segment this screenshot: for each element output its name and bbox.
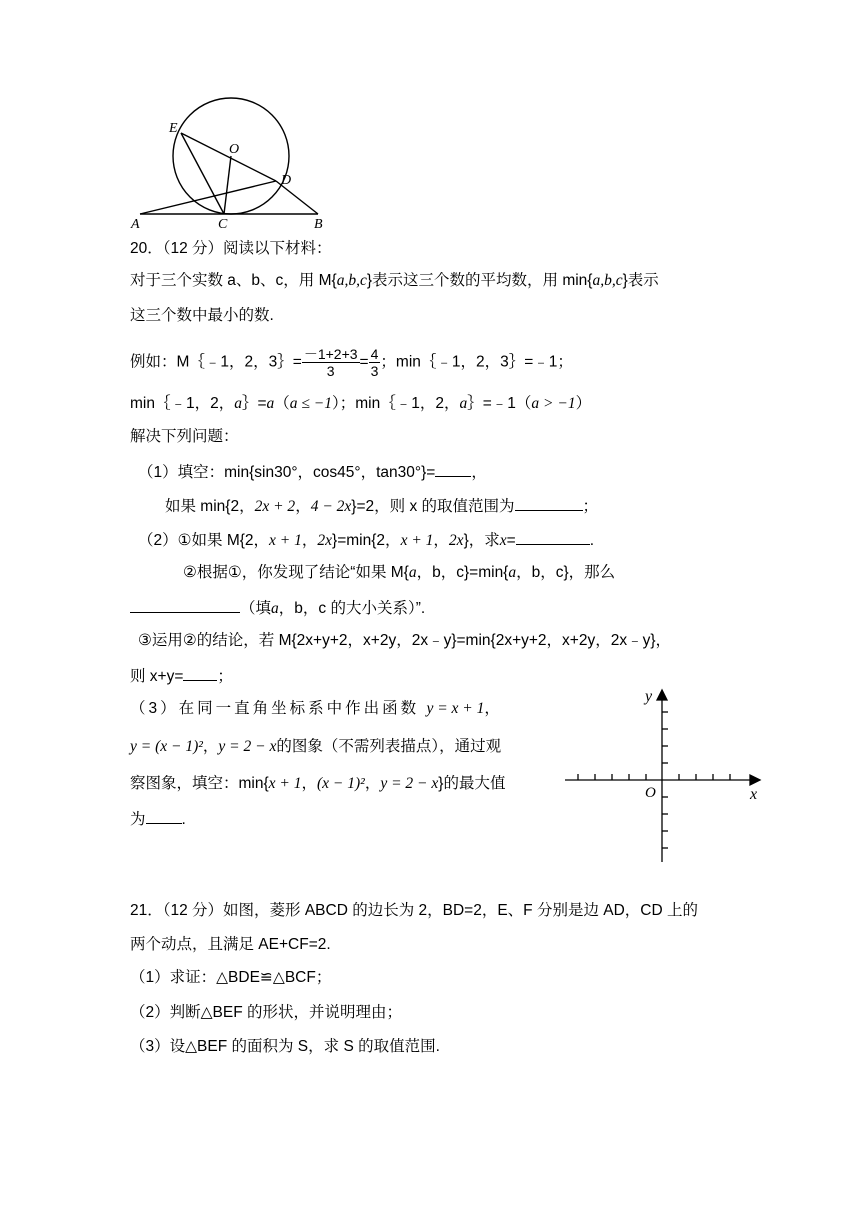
condition: a > −1	[531, 395, 576, 412]
q20-part3-line2	[130, 736, 501, 758]
text: }，求	[463, 532, 500, 549]
answer-blank[interactable]	[515, 494, 583, 511]
text: ，	[295, 498, 311, 515]
var-abc: a,b,c	[336, 272, 367, 289]
expr: 2x + 2	[254, 498, 296, 515]
expr: 4 − 2x	[310, 498, 352, 515]
x-axis-arrow	[750, 775, 760, 785]
expr: 2x	[317, 532, 333, 549]
axes-figure	[565, 690, 760, 862]
text: （	[274, 395, 290, 412]
text: 如果 min{2，	[165, 498, 255, 515]
q21-line4: （2）判断△BEF 的形状，并说明理由；	[130, 1004, 402, 1021]
text: （填	[240, 600, 272, 617]
numerator: －1+2+3	[303, 346, 358, 362]
q20-part2-line4: ③运用②的结论，若 M{2x+y+2，x+2y，2x﹣y}=min{2x+y+2，x+2y，2x﹣y}，	[138, 632, 672, 649]
var: a	[271, 600, 279, 617]
answer-blank[interactable]	[183, 664, 217, 681]
text: ｝=	[241, 395, 267, 412]
text: min｛﹣1，2，	[130, 395, 235, 412]
answer-blank[interactable]	[146, 807, 182, 824]
text: （3）在同一直角坐标系中作出函数	[130, 700, 420, 717]
text: }=min{2，	[332, 532, 401, 549]
denominator: 3	[370, 363, 379, 379]
condition: a ≤ −1	[289, 395, 333, 412]
text: =	[506, 532, 516, 549]
denominator: 3	[326, 363, 335, 379]
q20-part1-line2	[165, 494, 598, 518]
label-a: A	[131, 217, 140, 232]
q20-header: 20．（12 分）阅读以下材料：	[130, 240, 332, 257]
text: =	[359, 353, 369, 371]
text: 察图象，填空：min{	[130, 775, 269, 792]
expr: x + 1	[268, 775, 302, 792]
answer-blank[interactable]	[130, 596, 240, 613]
q20-part3-line3	[130, 773, 505, 795]
text: 例如：M｛﹣1，2，3｝=	[130, 353, 302, 371]
text: .	[181, 811, 186, 828]
q20-part2-line1	[138, 528, 594, 552]
expr: y = (x − 1)²	[130, 738, 203, 755]
q20-part2-line2	[183, 562, 615, 584]
text: ；	[582, 498, 599, 515]
x-ticks	[578, 774, 730, 780]
text: ；min｛﹣1，2，3｝=﹣1；	[380, 353, 573, 371]
answer-blank[interactable]	[435, 460, 471, 477]
expr: x + 1	[400, 532, 434, 549]
text: ，b，c 的大小关系）”.	[278, 600, 426, 617]
text: ，b，c}，那么	[516, 564, 616, 581]
text: ｝=﹣1（	[467, 395, 532, 412]
text: ，	[301, 532, 318, 549]
q20-intro-line1	[130, 270, 659, 292]
text: ）；min｛﹣1，2，	[332, 395, 460, 412]
expr: 2x	[448, 532, 464, 549]
var: a	[234, 395, 242, 412]
q20-intro-line2: 这三个数中最小的数.	[130, 307, 274, 324]
var: x	[499, 532, 507, 549]
text: ；	[217, 668, 233, 685]
fraction	[302, 346, 360, 379]
text: .	[589, 532, 595, 549]
q20-part2-line3	[130, 596, 425, 620]
q21-line2: 两个动点，且满足 AE+CF=2.	[130, 936, 331, 953]
var-abc: a,b,c	[592, 272, 623, 289]
text: （1）填空：min{sin30°，cos45°，tan30°}=	[138, 464, 436, 481]
q20-solve: 解决下列问题：	[130, 428, 239, 445]
text: ，	[433, 532, 449, 549]
expr: (x − 1)²	[317, 775, 365, 792]
text: 的图象（不需列表描点），通过观	[276, 738, 502, 755]
text: ，b，c}=min{	[416, 564, 509, 581]
segment-oc	[224, 156, 231, 214]
y-axis-arrow	[657, 690, 667, 700]
label-o: O	[229, 142, 240, 157]
q20-part3-line4	[130, 807, 186, 831]
text: ，	[301, 775, 318, 792]
var: a	[266, 395, 275, 412]
expr: y = 2 − x	[380, 775, 439, 792]
label-b: B	[314, 217, 323, 232]
text: ，	[202, 738, 219, 755]
expr: y = x + 1	[426, 700, 485, 717]
label-c: C	[218, 217, 228, 232]
text: }表示	[622, 272, 659, 289]
text: }=2，则 x 的取值范围为	[351, 498, 515, 515]
origin-label: O	[645, 785, 656, 801]
text: ，	[484, 700, 503, 717]
answer-blank[interactable]	[516, 528, 590, 545]
text: ②根据①，你发现了结论“如果 M{	[183, 564, 409, 581]
q21-line5: （3）设△BEF 的面积为 S，求 S 的取值范围.	[130, 1038, 440, 1055]
q20-part2-line5	[130, 664, 233, 688]
text: 为	[130, 811, 146, 828]
var: a	[459, 395, 468, 412]
y-axis-label: y	[645, 688, 653, 705]
q21-line1: 21．（12 分）如图，菱形 ABCD 的边长为 2，BD=2，E、F 分别是边 AD，CD 上的	[130, 902, 698, 919]
q20-example-line2	[130, 393, 591, 415]
var: a	[508, 564, 517, 581]
text: （2）①如果 M{2，	[138, 532, 270, 549]
label-d: D	[281, 173, 292, 188]
expr: x + 1	[269, 532, 302, 549]
q20-part3-line1	[130, 698, 503, 720]
numerator: 4	[370, 346, 379, 362]
q21-line3: （1）求证：△BDE≌△BCF；	[130, 969, 332, 986]
label-e: E	[169, 121, 178, 136]
q20-example-line	[130, 346, 573, 379]
text: 对于三个实数 a、b、c，用 M{	[130, 272, 337, 289]
text: 则 x+y=	[130, 668, 184, 685]
text: }表示这三个数的平均数，用 min{	[366, 272, 593, 289]
expr: y = 2 − x	[218, 738, 277, 755]
var: a	[408, 564, 417, 581]
q20-part1-line1	[138, 460, 487, 484]
text: ，	[471, 464, 487, 481]
fraction	[369, 346, 381, 379]
text: ）	[575, 395, 592, 412]
x-axis-label: x	[750, 786, 758, 803]
text: ，	[364, 775, 381, 792]
text: }的最大值	[438, 775, 506, 792]
